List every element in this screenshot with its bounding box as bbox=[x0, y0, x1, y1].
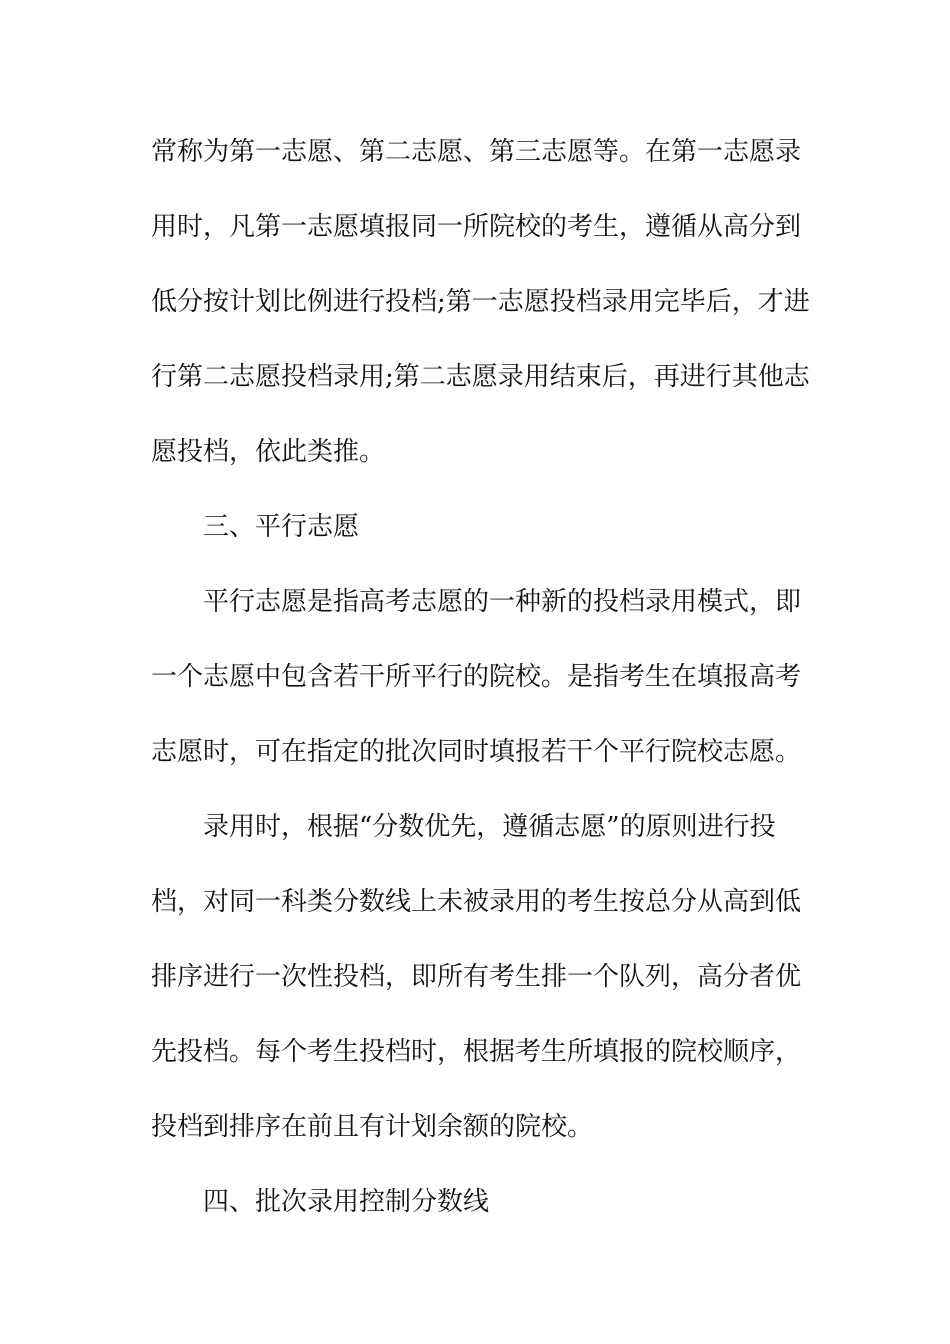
paragraph-line: 行第二志愿投档录用;第二志愿录用结束后，再进行其他志 bbox=[151, 362, 810, 392]
paragraph-line: 志愿时，可在指定的批次同时填报若干个平行院校志愿。 bbox=[151, 737, 802, 767]
paragraph-line: 常称为第一志愿、第二志愿、第三志愿等。在第一志愿录 bbox=[151, 137, 802, 167]
paragraph-line: 愿投档，依此类推。 bbox=[151, 437, 386, 467]
paragraph-line: 低分按计划比例进行投档;第一志愿投档录用完毕后，才进 bbox=[151, 287, 810, 317]
paragraph-line: 一个志愿中包含若干所平行的院校。是指考生在填报高考 bbox=[151, 662, 802, 692]
paragraph-line: 录用时，根据“分数优先，遵循志愿”的原则进行投 bbox=[203, 812, 776, 842]
paragraph-line: 用时，凡第一志愿填报同一所院校的考生，遵循从高分到 bbox=[151, 212, 802, 242]
paragraph-line: 先投档。每个考生投档时，根据考生所填报的院校顺序， bbox=[151, 1037, 802, 1067]
section-heading: 四、批次录用控制分数线 bbox=[203, 1187, 490, 1217]
paragraph-line: 投档到排序在前且有计划余额的院校。 bbox=[151, 1112, 594, 1142]
document-body bbox=[151, 126, 811, 1251]
paragraph-line: 平行志愿是指高考志愿的一种新的投档录用模式，即 bbox=[203, 587, 802, 617]
paragraph-line: 档，对同一科类分数线上未被录用的考生按总分从高到低 bbox=[151, 887, 802, 917]
section-heading: 三、平行志愿 bbox=[203, 512, 360, 542]
paragraph-line: 排序进行一次性投档，即所有考生排一个队列，高分者优 bbox=[151, 962, 802, 992]
